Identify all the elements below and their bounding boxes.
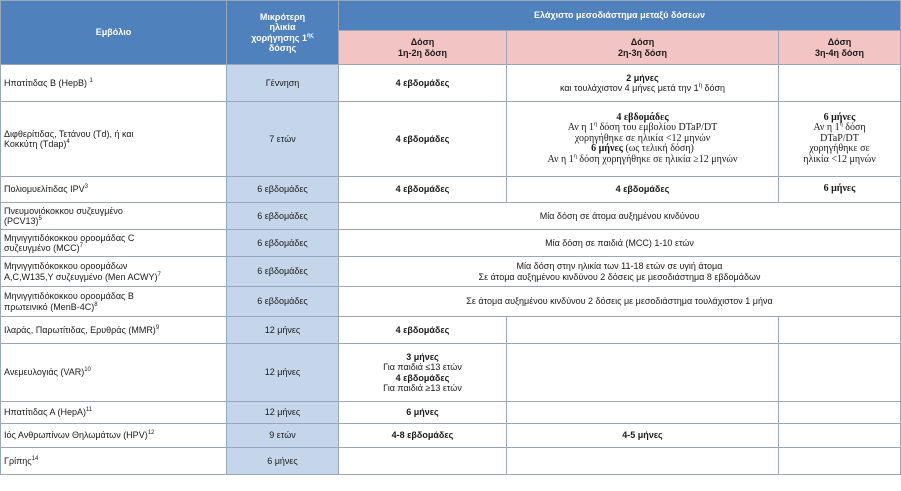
interval-2-3: 2 μήνες και τουλάχιστον 4 μήνες μετά την $1^\eta$ δόση: [507, 65, 779, 102]
interval-2-3: 4 εβδομάδες Αν η $1^\eta$ δόση του εμβολίου DTaP/DT χορηγήθηκε σε ηλικία <12 μηνών 6 μήνες (ως τελική δόση) Αν η $1^\eta$ δόση χορηγήθηκε σε ηλικία ≥12 μηνών: [507, 102, 779, 177]
interval-3-4: [779, 65, 901, 102]
min-age: 9 ετών: [227, 424, 339, 448]
table-row: [1, 65, 901, 102]
interval-3-4: [779, 448, 901, 475]
vaccine-name: Γρίπης$^{14}$: [1, 448, 227, 475]
header-vaccine: Εμβόλιο: [1, 1, 227, 65]
interval-3-4: 6 μήνες: [779, 177, 901, 203]
vaccine-name: Ηπατίτιδας Α (HepA)$^{11}$: [1, 402, 227, 424]
table-row: [1, 287, 901, 317]
vaccine-name: Διφθερίτιδας, Τετάνου (Td), ή και Κοκκύτη (Tdap)$^4$: [1, 102, 227, 177]
table-row: [1, 344, 901, 402]
vaccine-name: Πνευμονιόκοκκου συζευγμένο $(PCV13)^5$: [1, 203, 227, 230]
interval-3-4: [779, 344, 901, 402]
interval-1-2: 4 εβδομάδες: [339, 102, 507, 177]
table-row: [1, 230, 901, 257]
table-row: [1, 317, 901, 344]
min-age: 12 μήνες: [227, 344, 339, 402]
interval-1-2: [339, 448, 507, 475]
interval-2-3: 4 εβδομάδες: [507, 177, 779, 203]
min-age: 6 εβδομάδες: [227, 257, 339, 287]
table-row: [1, 424, 901, 448]
interval-1-2: 4-8 εβδομάδες: [339, 424, 507, 448]
interval-3-4: 6 μήνες Αν η $1^\eta$ δόση DTaP/DT χορηγήθηκε σε ηλικία <12 μηνών: [779, 102, 901, 177]
interval-3-4: [779, 317, 901, 344]
interval-2-3: [507, 317, 779, 344]
header-dose-2-3: Δόση 2η-3η δόση: [507, 31, 779, 65]
vaccine-name: Ιός Ανθρωπίνων Θηλωμάτων (HPV)$^{12}$: [1, 424, 227, 448]
interval-2-3: [507, 448, 779, 475]
min-age: 6 εβδομάδες: [227, 287, 339, 317]
interval-span: Σε άτομα αυξημένου κινδύνου 2 δόσεις με μεσοδιάστημα τουλάχιστον 1 μήνα: [339, 287, 901, 317]
interval-3-4: [779, 402, 901, 424]
vaccine-name: Ανεμευλογιάς (VAR)$^{10}$: [1, 344, 227, 402]
vaccine-name: Πολιομυελίτιδας IPV$^3$: [1, 177, 227, 203]
interval-1-2: 4 εβδομάδες: [339, 177, 507, 203]
min-age: Γέννηση: [227, 65, 339, 102]
interval-2-3: 4-5 μήνες: [507, 424, 779, 448]
header-dose-3-4: Δόση 3η-4η δόση: [779, 31, 901, 65]
header-interval: Ελάχιστο μεσοδιάστημα μεταξύ δόσεων: [339, 1, 901, 31]
vaccine-name: Μηνιγγιτιδόκοκκου οροομάδας C συζευγμένο (MCC)$^7$: [1, 230, 227, 257]
header-row-1: [1, 1, 901, 31]
interval-2-3: [507, 344, 779, 402]
min-age: 12 μήνες: [227, 317, 339, 344]
table-row: [1, 448, 901, 475]
vaccine-name: Μηνιγγιτιδόκοκκου οροομάδων A,C,W135,Y συζευγμένο (Men ACWY)$^7$: [1, 257, 227, 287]
interval-span: Μία δόση σε άτομα αυξημένου κινδύνου: [339, 203, 901, 230]
interval-span: Μία δόση σε παιδιά (MCC) 1-10 ετών: [339, 230, 901, 257]
vaccine-name: Μηνιγγιτιδόκοκκου οροομάδας Β πρωτεινικό (MenB-4C)$^8$: [1, 287, 227, 317]
table-row: [1, 203, 901, 230]
min-age: 6 εβδομάδες: [227, 177, 339, 203]
interval-1-2: 4 εβδομάδες: [339, 65, 507, 102]
min-age: 6 μήνες: [227, 448, 339, 475]
vaccine-name: Ηπατίτιδας Β (HepB) $^1$: [1, 65, 227, 102]
vaccine-name: Ιλαράς, Παρωτίτιδας, Ερυθράς (MMR)$^9$: [1, 317, 227, 344]
interval-2-3: [507, 402, 779, 424]
header-dose-1-2: Δόση 1η-2η δόση: [339, 31, 507, 65]
interval-1-2: 6 μήνες: [339, 402, 507, 424]
interval-1-2: 3 μήνες Για παιδιά ≤13 ετών 4 εβδομάδες Για παιδιά ≥13 ετών: [339, 344, 507, 402]
interval-3-4: [779, 424, 901, 448]
table-row: [1, 402, 901, 424]
min-age: 7 ετών: [227, 102, 339, 177]
interval-1-2: 4 εβδομάδες: [339, 317, 507, 344]
min-age: 6 εβδομάδες: [227, 230, 339, 257]
table-row: [1, 257, 901, 287]
interval-span: Μία δόση στην ηλικία των 11-18 ετών σε υγιή άτομα Σε άτομα αυξημένου κινδύνου 2 δόσεις με μεσοδιάστημα 8 εβδομάδων: [339, 257, 901, 287]
table-row: [1, 177, 901, 203]
table-row: [1, 102, 901, 177]
header-min-age: Μικρότερη ηλικία χορήγησης $1^{\eta\varsigma}$ δόσης: [227, 1, 339, 65]
min-age: 6 εβδομάδες: [227, 203, 339, 230]
min-age: 12 μήνες: [227, 402, 339, 424]
